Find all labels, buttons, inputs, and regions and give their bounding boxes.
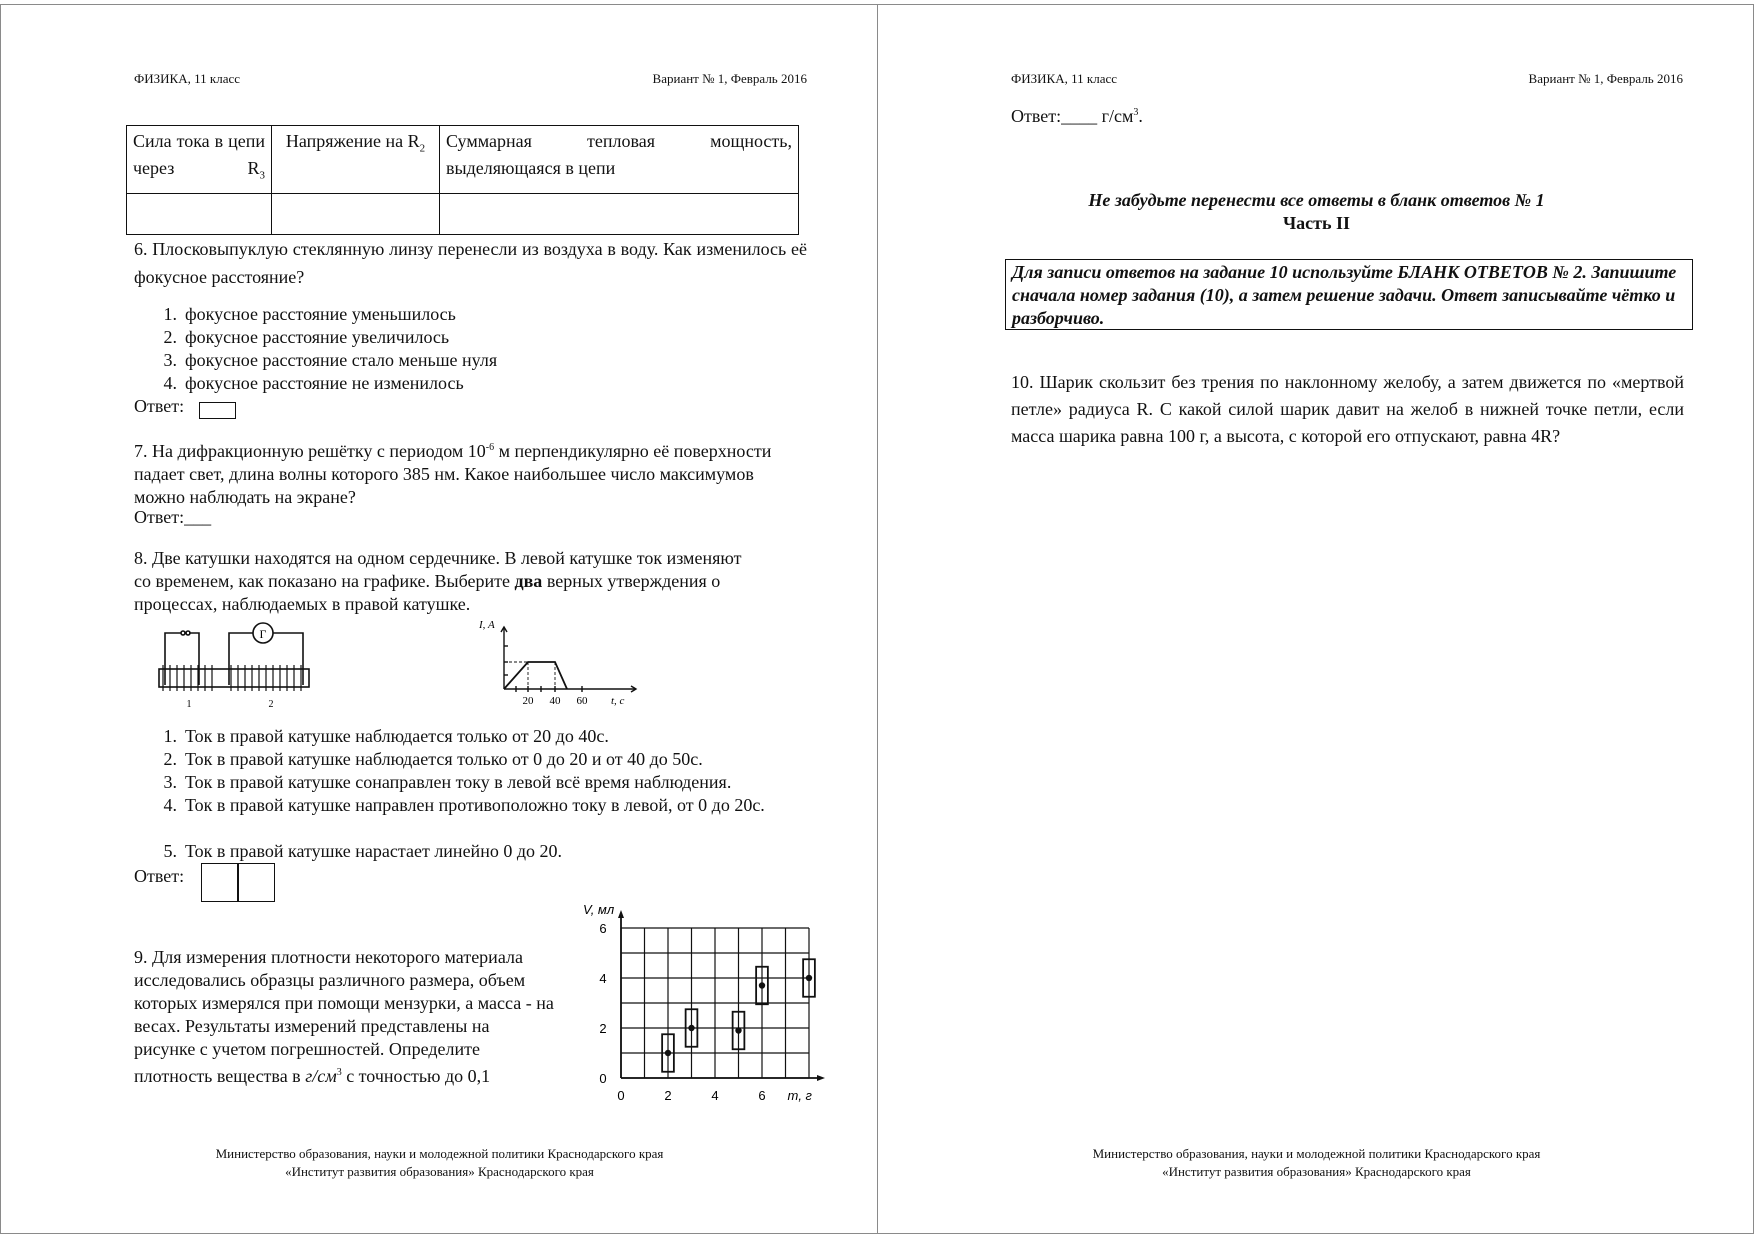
- header-variant: Вариант № 1, Февраль 2016: [1528, 71, 1683, 86]
- coils-circuit-diagram: [151, 617, 321, 712]
- part-title: Часть II: [1282, 213, 1351, 233]
- x-tick-label: 4: [711, 1088, 719, 1103]
- q8-option-2: 2. Ток в правой катушке наблюдается только от 0 до 20 и от 40 до 50с.: [163, 749, 703, 769]
- table-cell[interactable]: [440, 194, 799, 235]
- graph-xtick-20: 20: [522, 695, 534, 707]
- footer-line-2: «Институт развития образования» Краснодарского края: [1162, 1164, 1471, 1179]
- y-axis-label: V, мл: [583, 902, 615, 917]
- graph-xtick-40: 40: [549, 695, 561, 707]
- y-axis-arrow: [618, 910, 624, 918]
- footer-line-1: Министерство образования, науки и молодежной политики Краснодарского края: [1092, 1146, 1541, 1161]
- q8-answer-label: Ответ:: [134, 866, 185, 886]
- q8-text: 8. Две катушки находятся на одном сердечнике. В левой катушке ток изменяют со временем, как показано на графике. Выберите два верных утверждения о процессах, наблюдаемых в правой катушке.: [134, 548, 742, 614]
- q7-text: 7. На дифракционную решётку с периодом $10^{-6}$ м перпендикулярно её поверхности падает свет, длина волны которого 385 нм. Какое наибольшее число максимумов можно наблюдать на экране?: [134, 441, 772, 507]
- x-tick-label: 6: [758, 1088, 766, 1103]
- q7-answer[interactable]: Ответ:___: [134, 507, 212, 527]
- q8-answer-box-2[interactable]: [237, 863, 275, 902]
- header-subject: ФИЗИКА, 11 класс: [134, 71, 240, 86]
- header-subject: ФИЗИКА, 11 класс: [1011, 71, 1117, 86]
- graph-ylabel: I, A: [479, 619, 495, 631]
- coil-label-2: 2: [268, 699, 274, 710]
- q8-answer-box-1[interactable]: [201, 863, 239, 902]
- data-point: [688, 1025, 694, 1031]
- graph-xlabel: t, c: [611, 695, 625, 707]
- footer-line-1: Министерство образования, науки и молодежной политики Краснодарского края: [215, 1146, 664, 1161]
- y-tick-label: 0: [599, 1071, 607, 1086]
- x-tick-label: 0: [617, 1088, 625, 1103]
- q8-option-3: 3. Ток в правой катушке сонаправлен току в левой всё время наблюдения.: [163, 772, 732, 792]
- graph-xtick-60: 60: [576, 695, 588, 707]
- q6-text: 6. Плосковыпуклую стеклянную линзу перенесли из воздуха в воду. Как изменилось её фокусное расстояние?: [134, 239, 807, 287]
- header-variant: Вариант № 1, Февраль 2016: [652, 71, 807, 86]
- y-tick-label: 4: [599, 971, 607, 986]
- table-header-voltage: Напряжение на $R_2$: [272, 126, 440, 194]
- q6-answer-box[interactable]: [199, 402, 236, 419]
- data-point: [735, 1027, 741, 1033]
- table-header-power: Суммарная тепловая мощность, выделяющаяся в цепи: [440, 126, 799, 194]
- q6-option-4: 4. фокусное расстояние не изменилось: [163, 373, 464, 393]
- data-point: [665, 1050, 671, 1056]
- coil-label-1: 1: [186, 699, 192, 710]
- data-point: [759, 982, 765, 988]
- table-cell[interactable]: [127, 194, 272, 235]
- q6-option-2: 2. фокусное расстояние увеличилось: [163, 327, 450, 347]
- q9-answer[interactable]: Ответ:____ $г/см^3$.: [1011, 106, 1143, 126]
- q6-option-1: 1. фокусное расстояние уменьшилось: [163, 304, 456, 324]
- page-left: [0, 4, 878, 1234]
- volume-mass-chart: [571, 895, 831, 1110]
- q8-option-5: 5. Ток в правой катушке нарастает линейно 0 до 20.: [163, 841, 562, 861]
- reminder: Не забудьте перенести все ответы в бланк ответов № 1: [1088, 190, 1545, 210]
- q6-answer-label: Ответ:: [134, 396, 185, 416]
- galvanometer-label: Г: [259, 627, 267, 641]
- q6-option-3: 3. фокусное расстояние стало меньше нуля: [163, 350, 498, 370]
- current-time-graph: [471, 617, 641, 712]
- q8-option-4: 4. Ток в правой катушке направлен противоположно току в левой, от 0 до 20с.: [163, 795, 765, 815]
- y-tick-label: 6: [599, 921, 607, 936]
- q8-option-1: 1. Ток в правой катушке наблюдается только от 20 до 40с.: [163, 726, 609, 746]
- data-point: [806, 975, 812, 981]
- table-header-current: Сила тока в цепи через $R_3$: [127, 126, 272, 194]
- table-cell[interactable]: [272, 194, 440, 235]
- x-tick-label: 2: [664, 1088, 672, 1103]
- page-right: [877, 4, 1754, 1234]
- footer-line-2: «Институт развития образования» Краснодарского края: [285, 1164, 594, 1179]
- x-axis-label: m, г: [787, 1088, 812, 1103]
- answer-table: [126, 125, 799, 235]
- y-tick-label: 2: [599, 1021, 607, 1036]
- x-axis-arrow: [817, 1075, 825, 1081]
- q10-text: 10. Шарик скользит без трения по наклонному желобу, а затем движется по «мертвой петле» радиуса R. С какой силой шарик давит на желоб в нижней точке петли, если масса шарика равна 100 г, а высота, с которой его отпускают, равна 4R?: [1011, 372, 1684, 446]
- instruction-box: Для записи ответов на задание 10 используйте БЛАНК ОТВЕТОВ № 2. Запишите сначала номер задания (10), а затем решение задачи. Ответ записывайте чётко и разборчиво.: [1005, 259, 1693, 330]
- q9-text: 9. Для измерения плотности некоторого материала исследовались образцы различного размера, объем которых измерялся при помощи мензурки, а масса - на весах. Результаты измерений представлены на рисунке с учетом погрешностей. Определите плотность вещества в $г/см^3$ с точностью до 0,1: [134, 947, 554, 1086]
